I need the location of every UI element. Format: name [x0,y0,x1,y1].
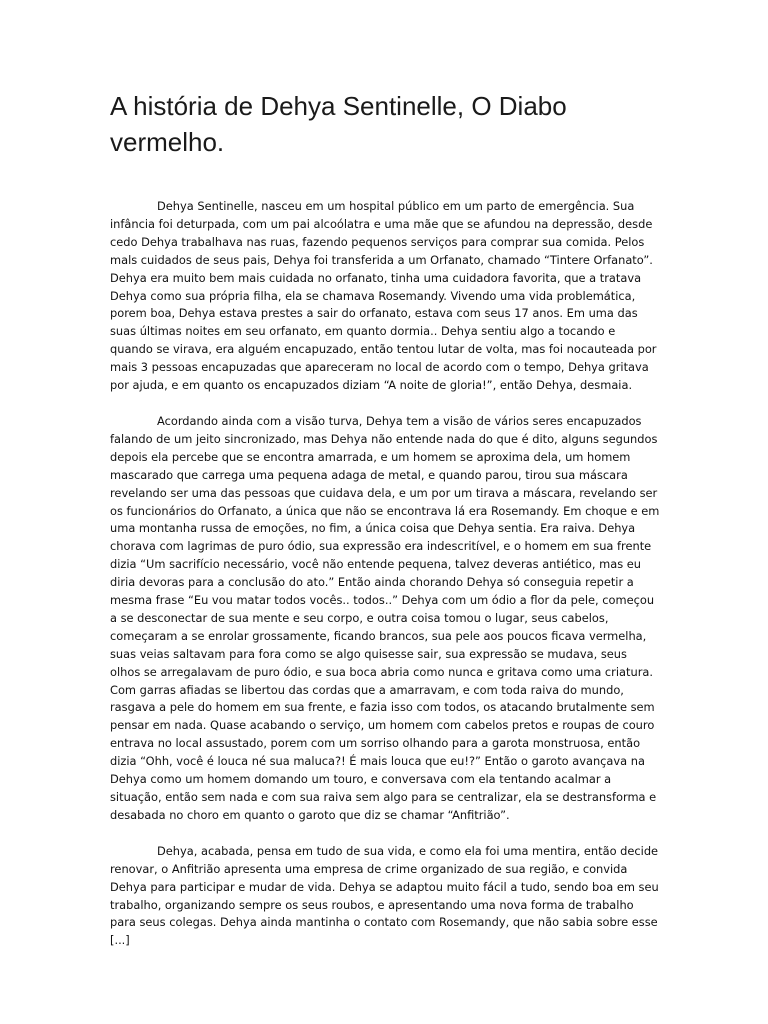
paragraph-2: Acordando ainda com a visão turva, Dehya tem a visão de vários seres encapuzados falando de um jeito sincronizado, mas Dehya não entende nada do que é dito, alguns segundos depois ela percebe que se encontra amarrada, e um homem se aproxima dela, um homem mascarado que carrega uma pequena adaga de metal, e quando parou, tirou sua máscara revelando ser uma das pessoas que cuidava dela, e um por um tirava a máscara, revelando ser os funcionários do Orfanato, a única que não se encontrava lá era Rosemandy. Em choque e em uma montanha russa de emoções, no fim, a única coisa que Dehya sentia. Era raiva. Dehya chorava com lagrimas de puro ódio, sua expressão era indescritível, e o homem em sua frente dizia “Um sacrifício necessário, você não entende pequena, talvez deveras antiético, mas eu diria devoras para a conclusão do ato.” Então ainda chorando Dehya só conseguia repetir a mesma frase “Eu vou matar todos vocês.. todos..” Dehya com um ódio a flor da pele, começou a se desconectar de sua mente e seu corpo, e outra coisa tomou o lugar, seus cabelos, começaram a se enrolar grossamente, ficando brancos, sua pele aos poucos ficava vermelha, suas veias saltavam para fora como se algo quisesse sair, sua expressão se mudava, seus olhos se arregalavam de puro ódio, e sua boca abria como nunca e gritava como uma criatura. Com garras afiadas se libertou das cordas que a amarravam, e com toda raiva do mundo, rasgava a pele do homem em sua frente, e fazia isso com todos, os atacando brutalmente sem pensar em nada. Quase acabando o serviço, um homem com cabelos pretos e roupas de couro entrava no local assustado, porem com um sorriso olhando para a garota monstruosa, então dizia “Ohh, você é louca né sua maluca?! É mais louca que eu!?” Então o garoto avançava na Dehya como um homem domando um touro, e conversava com ela tentando acalmar a situação, então sem nada e com sua raiva sem algo para se centralizar, ela se destransforma e desabada no choro em quanto o garoto que diz se chamar “Anfitrião”. [110,413,660,822]
document-body [110,198,660,968]
paragraph-1: Dehya Sentinelle, nasceu em um hospital público em um parto de emergência. Sua infância foi deturpada, com um pai alcoólatra e uma mãe que se afundou na depressão, desde cedo Dehya trabalhava nas ruas, fazendo pequenos serviços para comprar sua comida. Pelos mals cuidados de seus pais, Dehya foi transferida a um Orfanato, chamado “Tintere Orfanato”. Dehya era muito bem mais cuidada no orfanato, tinha uma cuidadora favorita, que a tratava Dehya como sua própria filha, ela se chamava Rosemandy. Vivendo uma vida problemática, porem boa, Dehya estava prestes a sair do orfanato, estava com seus 17 anos. Em uma das suas últimas noites em seu orfanato, em quanto dormia.. Dehya sentiu algo a tocando e quando se virava, era alguém encapuzado, então tentou lutar de volta, mas foi nocauteada por mais 3 pessoas encapuzadas que apareceram no local de acordo com o tempo, Dehya gritava por ajuda, e em quanto os encapuzados diziam “A noite de gloria!”, então Dehya, desmaia. [110,199,657,393]
paragraph-3: Dehya, acabada, pensa em tudo de sua vida, e como ela foi uma mentira, então decide renovar, o Anfitrião apresenta uma empresa de crime organizado de sua região, e convida Dehya para participar e mudar de vida. Dehya se adaptou muito fácil a tudo, sendo boa em seu trabalho, organizando sempre os seus roubos, e apresentando uma nova forma de trabalho para seus colegas. Dehya ainda mantinha o contato com Rosemandy, que não sabia sobre esse [...] [110,843,659,948]
document-title: A história de Dehya Sentinelle, O Diabo vermelho. [110,91,567,157]
